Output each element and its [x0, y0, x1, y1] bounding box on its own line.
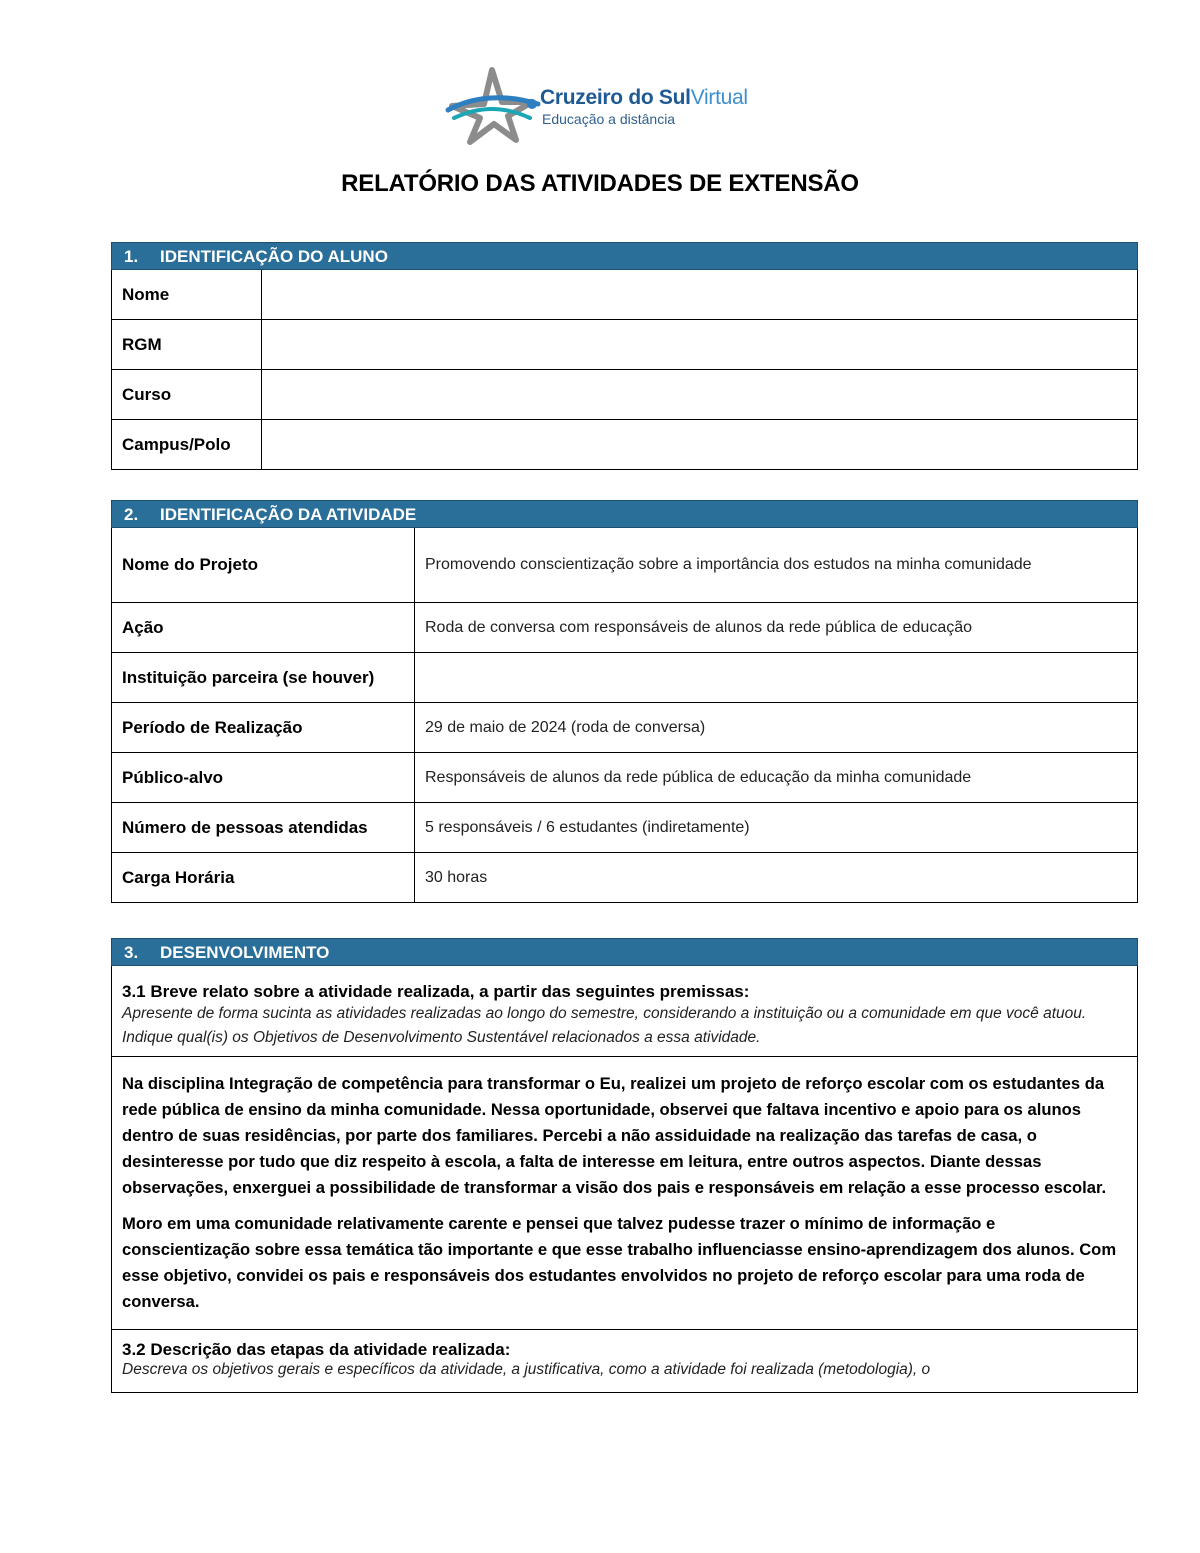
table-row — [112, 528, 1138, 603]
table-row — [112, 1330, 1138, 1393]
project-name-field[interactable]: Promovendo conscientização sobre a importância dos estudos na minha comunidade — [415, 528, 1138, 603]
subsection-3-1-prompt — [112, 966, 1138, 1057]
table-row — [112, 603, 1138, 653]
section-header: 3. DESENVOLVIMENTO — [112, 939, 1138, 966]
section-header: 2. IDENTIFICAÇÃO DA ATIVIDADE — [112, 501, 1138, 528]
table-row — [112, 270, 1138, 320]
section-title: IDENTIFICAÇÃO DA ATIVIDADE — [160, 505, 417, 524]
target-audience-field[interactable]: Responsáveis de alunos da rede pública de educação da minha comunidade — [415, 753, 1138, 803]
activity-identification-table — [111, 500, 1138, 903]
workload-field[interactable]: 30 horas — [415, 853, 1138, 903]
subsection-heading: 3.2 Descrição das etapas da atividade realizada: — [122, 1340, 511, 1359]
field-label: RGM — [112, 320, 262, 370]
answer-paragraph: Na disciplina Integração de competência para transformar o Eu, realizei um projeto de reforço escolar com os estudantes da rede pública de ensino da minha comunidade. Nessa oportunidade, observei que faltava incentivo e apoio para os alunos dentro de suas residências, por parte dos familiares. Percebi a não assiduidade na realização das tarefas de casa, o desinteresse por tudo que diz respeito à escola, a falta de interesse em leitura, entre outros aspectos. Diante dessas observações, enxerguei a possibilidade de transformar a visão dos pais e responsáveis em relação a esse processo escolar. — [122, 1074, 1107, 1197]
field-label: Carga Horária — [112, 853, 415, 903]
course-field[interactable] — [262, 370, 1138, 420]
field-label: Público-alvo — [112, 753, 415, 803]
action-field[interactable]: Roda de conversa com responsáveis de alunos da rede pública de educação — [415, 603, 1138, 653]
campus-field[interactable] — [262, 420, 1138, 470]
section-title: IDENTIFICAÇÃO DO ALUNO — [160, 247, 388, 266]
table-row — [112, 320, 1138, 370]
institution-logo — [444, 66, 764, 146]
rgm-field[interactable] — [262, 320, 1138, 370]
table-row — [112, 1057, 1138, 1330]
table-row — [112, 803, 1138, 853]
section-header: 1. IDENTIFICAÇÃO DO ALUNO — [112, 243, 1138, 270]
name-field[interactable] — [262, 270, 1138, 320]
field-label: Curso — [112, 370, 262, 420]
activity-report-answer[interactable] — [112, 1057, 1138, 1330]
partner-institution-field[interactable] — [415, 653, 1138, 703]
section-title: DESENVOLVIMENTO — [160, 943, 330, 962]
table-row — [112, 966, 1138, 1057]
subsection-3-2-prompt — [112, 1330, 1138, 1393]
table-row — [112, 370, 1138, 420]
subsection-instruction: Descreva os objetivos gerais e específicos da atividade, a justificativa, como a atividade foi realizada (metodologia), o — [122, 1361, 931, 1378]
table-row — [112, 703, 1138, 753]
logo-name: Cruzeiro do SulVirtual — [540, 86, 748, 109]
student-identification-table — [111, 242, 1138, 470]
field-label: Período de Realização — [112, 703, 415, 753]
field-label: Nome do Projeto — [112, 528, 415, 603]
period-field[interactable]: 29 de maio de 2024 (roda de conversa) — [415, 703, 1138, 753]
field-label: Número de pessoas atendidas — [112, 803, 415, 853]
logo-subtitle: Educação a distância — [542, 111, 676, 127]
field-label: Instituição parceira (se houver) — [112, 653, 415, 703]
answer-paragraph: Moro em uma comunidade relativamente carente e pensei que talvez pudesse trazer o mínimo de informação e conscientização sobre essa temática tão importante e que esse trabalho influenciasse ensino-aprendizagem dos alunos. Com esse objetivo, convidei os pais e responsáveis dos estudantes envolvidos no projeto de reforço escolar para uma roda de conversa. — [122, 1214, 1117, 1311]
subsection-heading: 3.1 Breve relato sobre a atividade realizada, a partir das seguintes premissas: — [122, 982, 750, 1001]
people-served-field[interactable]: 5 responsáveis / 6 estudantes (indiretamente) — [415, 803, 1138, 853]
table-row — [112, 853, 1138, 903]
star-logo-icon — [444, 66, 544, 146]
table-row — [112, 753, 1138, 803]
table-row — [112, 653, 1138, 703]
field-label: Nome — [112, 270, 262, 320]
page-title: RELATÓRIO DAS ATIVIDADES DE EXTENSÃO — [341, 170, 859, 197]
table-row — [112, 420, 1138, 470]
field-label: Ação — [112, 603, 415, 653]
subsection-instruction: Apresente de forma sucinta as atividades realizadas ao longo do semestre, considerando a instituição ou a comunidade em que você atuou. Indique qual(is) os Objetivos de Desenvolvimento Sustentável relacionados a essa atividade. — [122, 1005, 1087, 1046]
development-table — [111, 938, 1138, 1393]
field-label: Campus/Polo — [112, 420, 262, 470]
